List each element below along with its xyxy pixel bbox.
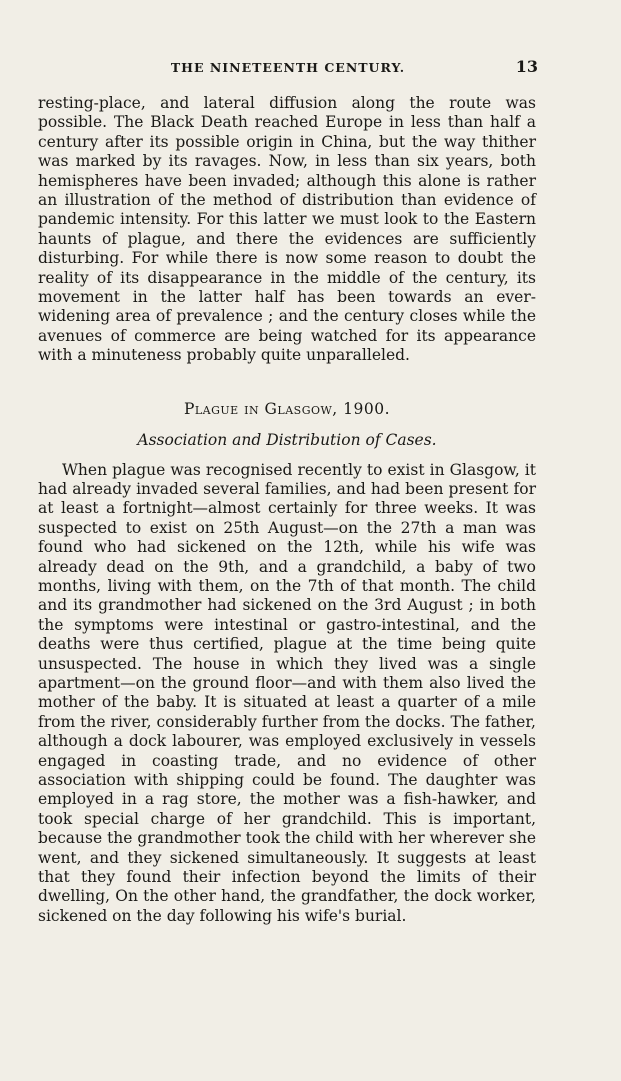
- page-body: [38, 94, 536, 926]
- section-title: Plague in Glasgow, 1900.: [183, 399, 391, 418]
- page-number: 13: [515, 57, 538, 76]
- running-head: THE NINETEENTH CENTURY.: [170, 60, 406, 75]
- section-subtitle: Association and Distribution of Cases.: [137, 431, 437, 450]
- paragraph-glasgow: When plague was recognised recently to exist in Glasgow, it had already invaded several families, and had been present for at least a fortnight—almost certainly for three weeks. It was suspected to exist on 25th August—on the 27th a man was found who had sickened on the 12th, while his wife was already dead on the 9th, and a grandchild, a baby of two months, living with them, on the 7th of that month. The child and its grandmother had sickened on the 3rd August ; in both the symptoms were intestinal or gastro-intestinal, and the deaths were thus certified, plague at the time being quite unsuspected. The house in which they lived was a single apartment—on the ground floor—and with them also lived the mother of the baby. It is situated at least a quarter of a mile from the river, considerably further from the docks. The father, although a dock labourer, was employed exclusively in vessels engaged in coasting trade, and no evidence of other association with shipping could be found. The daughter was employed in a rag store, the mother was a fish-hawker, and took special charge of her grandchild. This is important, because the grandmother took the child with her wherever she went, and they sickened simultaneously. It suggests at least that they found their infection beyond the limits of their dwelling, On the other hand, the grandfather, the dock worker, sickened on the day following his wife's burial.: [38, 460, 536, 925]
- paragraph-continued: resting-place, and lateral diffusion along the route was possible. The Black Death reached Europe in less than half a century after its possible origin in China, but the way thither was marked by its ravages. Now, in less than six years, both hemispheres have been invaded; although this alone is rather an illustration of the method of distribution than evidence of pandemic intensity. For this latter we must look to the Eastern haunts of plague, and there the evidences are sufficiently disturbing. For while there is now some reason to doubt the reality of its disappearance in the middle of the century, its movement in the latter half has been towards an ever-widening area of prevalence ; and the century closes while the avenues of commerce are being watched for its appearance with a minuteness probably quite unparalleled.: [38, 94, 536, 365]
- spacer: [38, 451, 536, 461]
